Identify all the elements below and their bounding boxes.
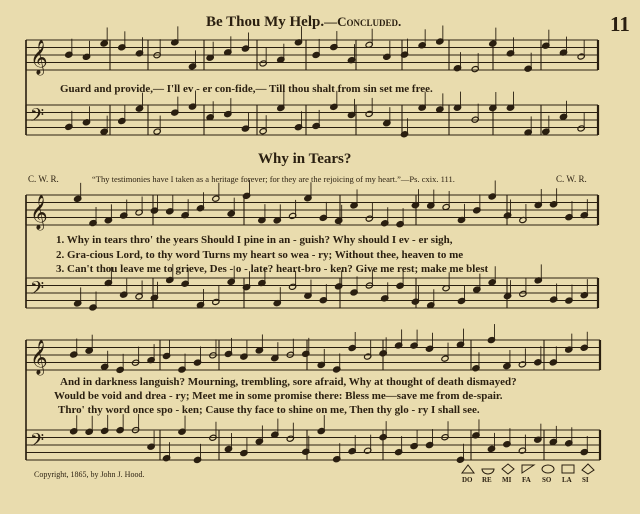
composer-initials-right: C. W. R. — [556, 174, 587, 184]
solfege-shape-icon — [482, 469, 494, 474]
lyric-verse-3: 3. Can't thou leave me to grieve, Des - o - late? heart-bro - ken? Give me rest; make me blest — [56, 263, 489, 275]
hymn-title: Why in Tears? — [258, 151, 352, 167]
bass-clef-icon: 𝄢 — [30, 278, 45, 304]
composer-initials-left: C. W. R. — [28, 174, 59, 184]
page-number: 11 — [610, 12, 630, 36]
solfege-syllable: DO — [462, 476, 473, 484]
solfege-syllable: RE — [482, 476, 492, 484]
solfege-syllable: FA — [522, 476, 531, 484]
solfege-shape-icon — [462, 465, 474, 473]
lyric-verse-1: 1. Why in tears thro' the years Should I pine in an - guish? Why should I ev - er sigh, — [56, 234, 453, 246]
solfege-syllable: LA — [562, 476, 572, 484]
lyric-verse-2: 2. Gra-cious Lord, to thy word Turns my heart so wea - ry; Without thee, heaven to me — [56, 249, 464, 261]
solfege-syllable: SO — [542, 476, 552, 484]
solfege-shape-icon — [582, 464, 594, 474]
treble-clef-icon: 𝄞 — [30, 195, 48, 230]
copyright-notice: Copyright, 1865, by John J. Hood. — [34, 470, 145, 479]
bass-clef-icon: 𝄢 — [30, 105, 45, 131]
solfege-syllable: MI — [502, 476, 512, 484]
lyric-verse-2-cont: Would be void and drea - ry; Meet me in some promise there: Bless me—save me from de-spair. — [54, 390, 503, 402]
section-title: Be Thou My Help.—Concluded. — [206, 14, 402, 30]
lyric-line: Guard and provide,— I'll ev - er con-fide,— Till thou shalt from sin set me free. — [60, 83, 433, 95]
solfege-shape-icon — [542, 465, 554, 473]
solfege-shape-icon — [502, 464, 514, 474]
treble-clef-icon: 𝄞 — [30, 340, 48, 375]
solfege-shape-icon — [562, 465, 574, 473]
scripture-epigraph: “Thy testimonies have I taken as a heritage forever; for they are the rejoicing of my heart.”—Ps. cxix. 111. — [92, 174, 455, 184]
solfege-shape-icon — [522, 465, 534, 473]
lyric-verse-3-cont: Thro' thy word once spo - ken; Cause thy face to shine on me, Then thy glo - ry I shall see. — [58, 404, 480, 416]
treble-clef-icon: 𝄞 — [30, 40, 48, 75]
bass-clef-icon: 𝄢 — [30, 430, 45, 456]
lyric-verse-1-cont: And in darkness languish? Mourning, trembling, sore afraid, Why at thought of death dismayed? — [60, 376, 517, 388]
solfege-syllable: SI — [582, 476, 589, 484]
